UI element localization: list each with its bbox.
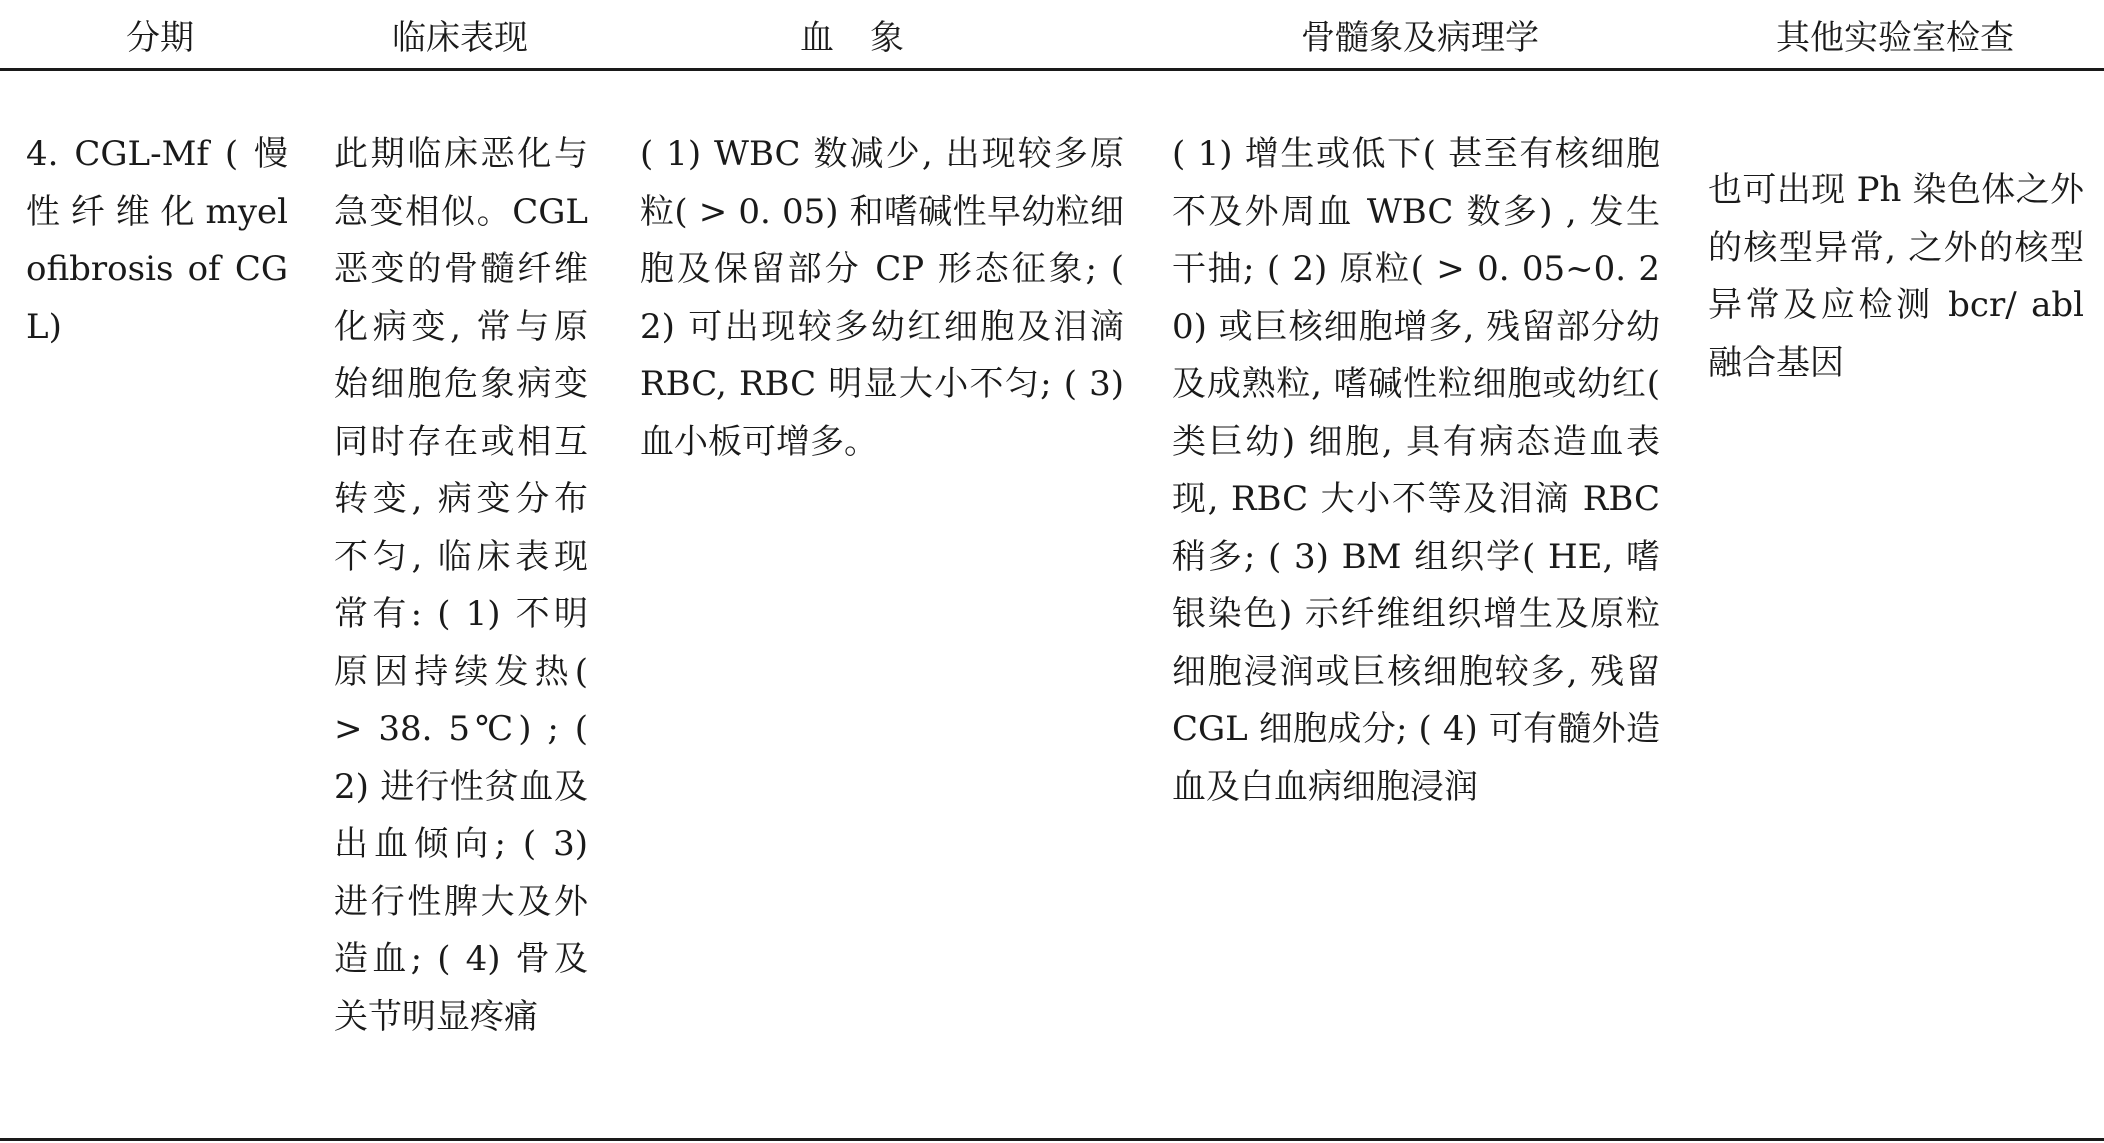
header-marrow: 骨髓象及病理学 (1301, 18, 1539, 58)
bottom-rule (0, 1138, 2104, 1141)
cell-blood: ( 1) WBC 数减少, 出现较多原粒( > 0. 05) 和嗜碱性早幼粒细胞及保留部分 CP 形态征象; ( 2) 可出现较多幼红细胞及泪滴 RBC, RBC 明显大小不匀; ( 3) 血小板可增多。 (640, 134, 1124, 462)
header-other: 其他实验室检查 (1776, 18, 2014, 58)
top-rule (0, 68, 2104, 71)
header-stage: 分期 (126, 18, 194, 58)
table-header-row (0, 14, 2104, 62)
cell-other: 也可出现 Ph 染色体之外的核型异常, 之外的核型异常及应检测 bcr/ abl 融合基因 (1708, 170, 2084, 383)
cell-stage: 4. CGL-Mf ( 慢性 纤 维 化 myelofibrosis of CGL) (26, 134, 288, 347)
cell-marrow: ( 1) 增生或低下( 甚至有核细胞不及外周血 WBC 数多) , 发生干抽; ( 2) 原粒( > 0. 05~0. 20) 或巨核细胞增多, 残留部分幼及成熟粒, 嗜碱性粒细胞或幼红( 类巨幼) 细胞, 具有病态造血表现, RBC 大小不等及泪滴 RBC 稍多; ( 3) BM 组织学( HE, 嗜银染色) 示纤维组织增生及原粒细胞浸润或巨核细胞较多, 残留 CGL 细胞成分; ( 4) 可有髓外造血及白血病细胞浸润 (1172, 134, 1660, 807)
header-blood: 血象 (800, 18, 940, 58)
header-clinical: 临床表现 (392, 18, 528, 58)
cell-clinical: 此期临床恶化与急变相似。CGL 恶变的骨髓纤维化病变, 常与原始细胞危象病变同时存在或相互转变, 病变分布不匀, 临床表现常有: ( 1) 不明原因持续发热( > 38. 5℃) ; ( 2) 进行性贫血及出血倾向; ( 3) 进行性脾大及外造血; ( 4) 骨及关节明显疼痛 (334, 134, 588, 1037)
